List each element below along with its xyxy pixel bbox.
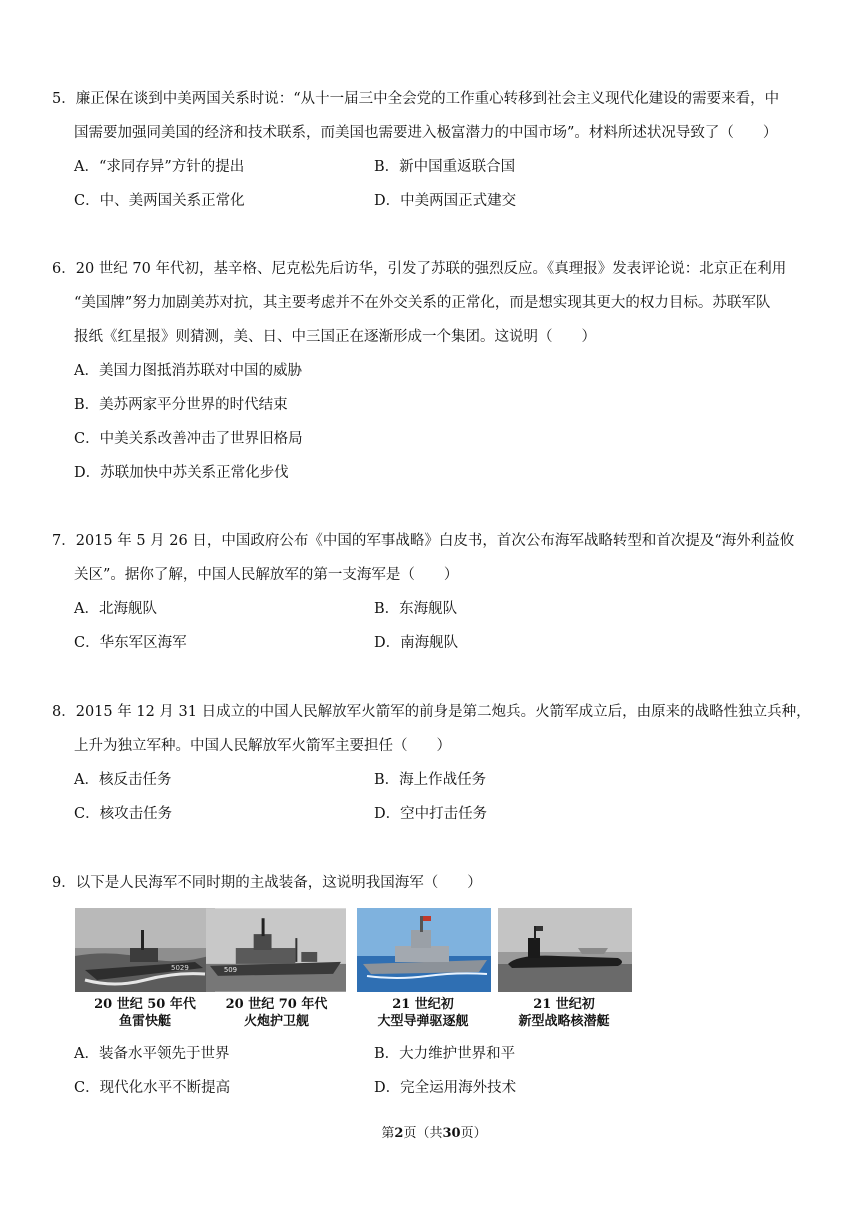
footer-total-pages: 30 [442,1126,461,1141]
footer-page-number: 2 [394,1126,404,1141]
frigate-hull-number: 509 [223,965,238,974]
question-9-option-b[interactable]: B．大力维护世界和平 [374,1046,516,1062]
frigate-caption-type: 火炮护卫舰 [243,1014,309,1029]
question-7-option-a[interactable]: A．北海舰队 [74,601,157,617]
question-6-stem-line-2: “美国牌”努力加剧美苏对抗，其主要考虑并不在外交关系的正常化，而是想实现其更大的权力目标。苏联军队 [74,295,771,311]
question-9 [52,866,822,900]
question-5-stem-line-2: 国需要加强同美国的经济和技术联系，而美国也需要进入极富潜力的中国市场”。材料所述状况导致了（ ） [74,125,778,141]
frigate-caption-era: 20 世纪 70 年代 [225,997,328,1012]
torpedo-boat-caption-era: 20 世纪 50 年代 [94,997,196,1012]
torpedo-boat-caption [75,996,215,1030]
question-5-option-d[interactable]: D．中美两国正式建交 [374,193,517,209]
question-7 [52,524,822,660]
footer-middle: 页（共 [403,1126,443,1141]
question-9-stem-line-1: 9．以下是人民海军不同时期的主战装备，这说明我国海军（ ） [52,875,482,891]
submarine-photo [496,908,632,992]
question-8-stem-line-1: 8．2015 年 12 月 31 日成立的中国人民解放军火箭军的前身是第二炮兵。火箭军成立后，由原来的战略性独立兵种， [52,704,811,720]
question-9-option-d[interactable]: D．完全运用海外技术 [374,1080,517,1096]
question-6-option-c[interactable]: C．中美关系改善冲击了世界旧格局 [74,431,303,447]
question-5 [52,82,822,218]
question-6-stem-line-1: 6．20 世纪 70 年代初，基辛格、尼克松先后访华，引发了苏联的强烈反应。《真理报》发表评论说：北京正在利用 [52,261,787,277]
destroyer-photo [355,908,491,992]
question-6-stem-line-3: 报纸《红星报》则猜测，美、日、中三国正在逐渐形成一个集团。这说明（ ） [74,329,596,345]
question-9-photo-strip [75,908,635,1033]
question-7-stem-line-2: 关区”。据你了解，中国人民解放军的第一支海军是（ ） [74,567,459,583]
question-7-option-b[interactable]: B．东海舰队 [374,601,458,617]
torpedo-boat-caption-type: 鱼雷快艇 [118,1014,171,1029]
question-6 [52,252,822,490]
question-8-option-c[interactable]: C．核攻击任务 [74,806,173,822]
footer-prefix: 第 [381,1126,395,1141]
destroyer-caption-era: 21 世纪初 [392,997,454,1012]
frigate-photo [206,908,347,992]
frigate-caption [206,996,347,1030]
question-5-option-a[interactable]: A．“求同存异”方针的提出 [74,159,245,175]
question-6-option-d[interactable]: D．苏联加快中苏关系正常化步伐 [74,465,289,481]
torpedo-boat-hull-number: 5029 [171,964,189,972]
question-6-option-a[interactable]: A．美国力图抵消苏联对中国的威胁 [74,363,302,379]
question-6-option-b[interactable]: B．美苏两家平分世界的时代结束 [74,397,288,413]
question-9-option-c[interactable]: C．现代化水平不断提高 [74,1080,231,1096]
question-8-option-b[interactable]: B．海上作战任务 [374,772,487,788]
question-7-option-c[interactable]: C．华东军区海军 [74,635,187,651]
destroyer-caption [355,996,491,1030]
destroyer-caption-type: 大型导弹驱逐舰 [377,1014,469,1029]
question-8-stem-line-2: 上升为独立军种。中国人民解放军火箭军主要担任（ ） [74,738,451,754]
question-8-option-a[interactable]: A．核反击任务 [74,772,172,788]
question-7-stem-line-1: 7．2015 年 5 月 26 日，中国政府公布《中国的军事战略》白皮书，首次公布海军战略转型和首次提及“海外利益攸 [52,533,795,549]
question-5-stem-line-1: 5．廉正保在谈到中美两国关系时说：“从十一届三中全会党的工作重心转移到社会主义现代化建设的需要来看，中 [52,91,780,107]
page-footer [0,1122,868,1141]
question-9-option-a[interactable]: A．装备水平领先于世界 [74,1046,230,1062]
submarine-caption-era: 21 世纪初 [533,997,595,1012]
question-5-option-c[interactable]: C．中、美两国关系正常化 [74,193,245,209]
footer-suffix: 页） [460,1126,487,1141]
submarine-caption [496,996,632,1030]
question-8 [52,695,822,831]
submarine-caption-type: 新型战略核潜艇 [518,1014,610,1029]
question-5-option-b[interactable]: B．新中国重返联合国 [374,159,516,175]
torpedo-boat-photo [75,908,215,992]
question-7-option-d[interactable]: D．南海舰队 [374,635,459,651]
question-8-option-d[interactable]: D．空中打击任务 [374,806,488,822]
question-9-options [52,1037,822,1105]
